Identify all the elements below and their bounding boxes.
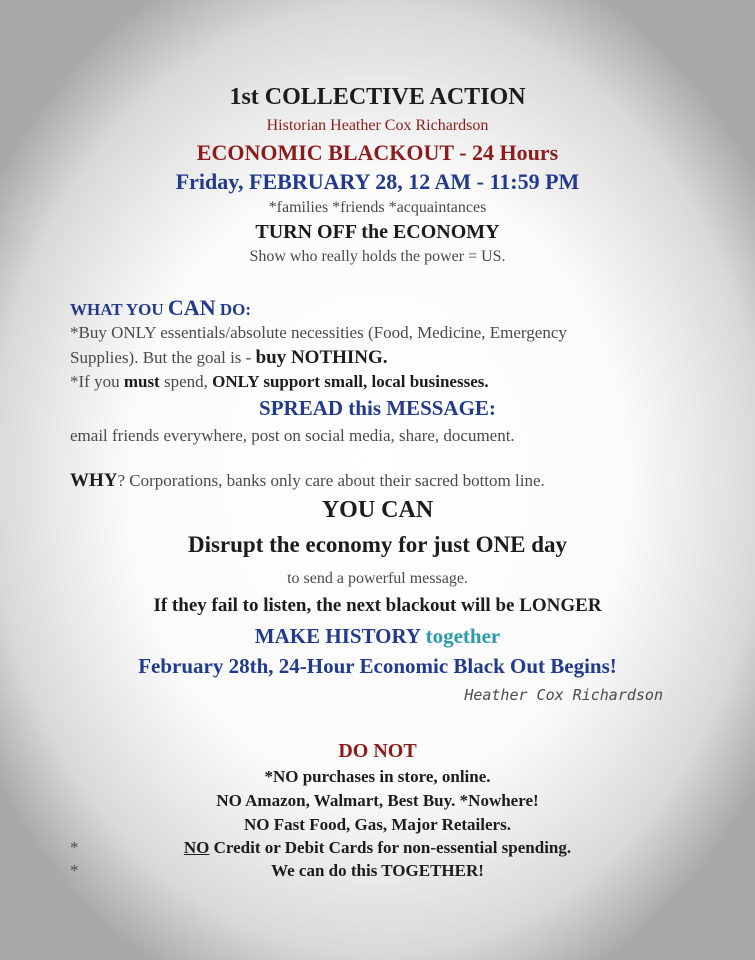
credit-rest: Credit or Debit Cards for non-essential spending. — [209, 838, 572, 857]
flyer-title: 1st COLLECTIVE ACTION — [229, 84, 526, 110]
buy-nothing: buy NOTHING. — [255, 347, 388, 368]
do-not-item-4 — [0, 838, 755, 858]
author-line: Historian Heather Cox Richardson — [266, 117, 489, 134]
can-do-line-2-text: Supplies). But the goal is - — [70, 348, 256, 367]
do-not-item-1: *NO purchases in store, online. — [264, 767, 491, 786]
together-word: together — [425, 624, 501, 648]
turn-off-heading: TURN OFF the ECONOMY — [255, 221, 500, 243]
begins-line: February 28th, 24-Hour Economic Black Out Begins! — [138, 654, 617, 678]
can-do-prefix: WHAT YOU — [70, 300, 168, 319]
can-do-can: CAN — [167, 295, 216, 320]
why-text: ? Corporations, banks only care about their sacred bottom line. — [117, 471, 545, 490]
can-do-line-1: *Buy ONLY essentials/absolute necessities (Food, Medicine, Emergency — [70, 323, 567, 342]
make-history-text: MAKE HISTORY — [254, 624, 426, 648]
do-not-heading: DO NOT — [338, 740, 417, 762]
do-not-item-2: NO Amazon, Walmart, Best Buy. *Nowhere! — [216, 791, 539, 810]
support-local: ONLY support small, local businesses. — [212, 372, 489, 391]
do-not-item-3: NO Fast Food, Gas, Major Retailers. — [244, 815, 511, 834]
why-line — [70, 470, 545, 492]
spread-heading: SPREAD this MESSAGE: — [259, 396, 496, 420]
can-do-line-3-a: *If you — [70, 372, 124, 391]
can-do-line-3-b: spend, — [159, 372, 213, 391]
can-do-suffix: DO: — [215, 300, 252, 319]
bullet-asterisk-2: * — [70, 861, 79, 880]
can-do-line-2 — [70, 347, 388, 369]
blackout-heading: ECONOMIC BLACKOUT - 24 Hours — [196, 140, 559, 165]
must-word: must — [123, 372, 160, 391]
can-do-heading — [70, 295, 251, 321]
disrupt-heading: Disrupt the economy for just ONE day — [187, 532, 568, 557]
you-can-heading: YOU CAN — [321, 497, 434, 523]
fail-line: If they fail to listen, the next blackout will be LONGER — [153, 595, 602, 616]
audience-line: *families *friends *acquaintances — [268, 199, 487, 216]
bullet-asterisk-1: * — [70, 838, 79, 857]
date-line: Friday, FEBRUARY 28, 12 AM - 11:59 PM — [175, 169, 580, 194]
spread-detail: email friends everywhere, post on social media, share, document. — [70, 426, 515, 445]
signature: Heather Cox Richardson — [464, 686, 663, 704]
make-history-line — [0, 624, 755, 649]
do-not-item-5: We can do this TOGETHER! — [271, 861, 484, 880]
power-line: Show who really holds the power = US. — [249, 248, 506, 265]
can-do-line-3 — [70, 372, 489, 392]
credit-no: NO — [183, 838, 210, 857]
why-label: WHY — [70, 470, 118, 491]
send-message-line: to send a powerful message. — [287, 570, 468, 587]
